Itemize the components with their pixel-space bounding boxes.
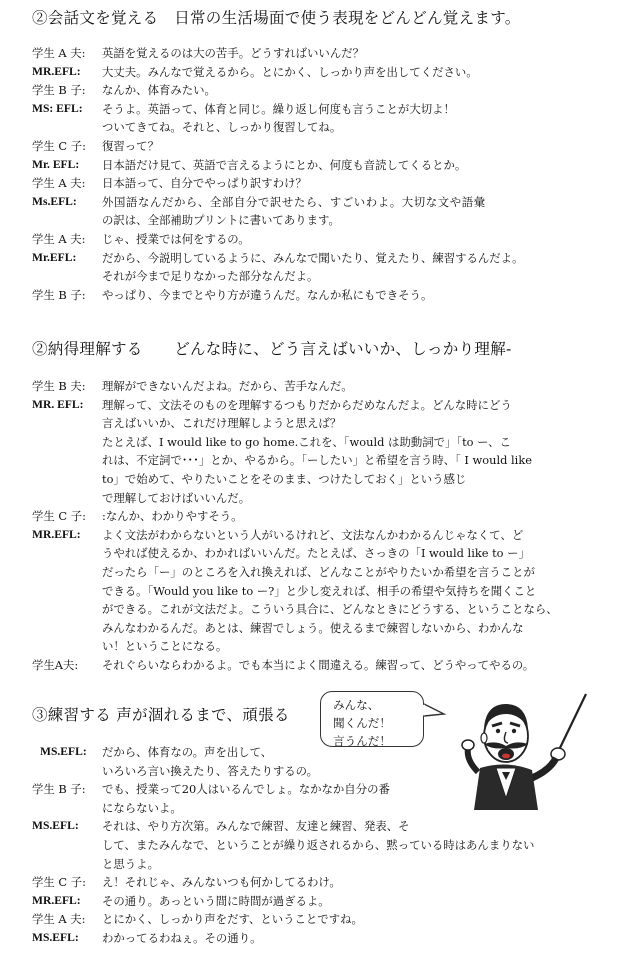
dialogue-line [32,156,523,175]
speaker-label: MR.EFL: [32,527,81,541]
speaker-label: 学生 C 子: [32,509,86,524]
section-1-dialogue [32,44,523,304]
dialogue-text: だから、今説明しているように、みんなで聞いたり、覚えたり、練習するんだよ。 [102,250,524,265]
speaker-label: 学生 B 夫: [32,379,86,393]
speaker-label: 学生 B 子: [32,287,86,302]
dialogue-line [32,637,592,656]
dialogue-text: たとえば、I would like to go home.これを、「would は助動詞で」「to ー、こ [102,434,511,449]
dialogue-text: できる。「Would you like to ー?」と少し変えれば、相手の希望や気持ちを聞くこと [102,583,537,598]
dialogue-text: れは、不定詞で･･･」とか、やるから。「ーしたい」と希望を言う時、「 I would like [102,453,532,468]
speaker-label: 学生 C 子: [32,875,86,890]
speaker-label: 学生A夫: [32,657,79,672]
dialogue-line [32,451,592,470]
dialogue-text: :なんか、わかりやすそう。 [102,509,243,524]
dialogue-line [32,563,592,582]
speaker-label: MS.EFL: [32,819,79,833]
speaker-label: Mr. EFL: [32,157,80,171]
dialogue-line [32,63,523,82]
dialogue-line [32,249,523,268]
dialogue-text: to」で始めて、やりたいことをそのまま、つけたしておく」という感じ [102,471,467,486]
dialogue-text: え！それじゃ、みんないつも何かしてるわけ。 [102,875,341,890]
speaker-label: 学生 B 子: [32,83,86,98]
dialogue-text: だから、体育なの。声を出して、 [102,745,273,759]
dialogue-text: じゃ、授業では何をするの。 [102,231,250,246]
dialogue-line [32,780,572,799]
dialogue-text: それが今まで足りなかった部分なんだよ。 [102,269,319,284]
dialogue-line [32,118,523,137]
dialogue-line [32,656,592,675]
dialogue-line [32,892,572,911]
dialogue-text: 復習って？ [102,138,159,153]
dialogue-line [32,817,572,836]
dialogue-line [32,193,523,212]
speaker-label: MS: EFL: [32,101,83,115]
dialogue-line [40,743,572,762]
dialogue-line [32,44,523,63]
speaker-label: 学生 C 子: [32,138,86,153]
dialogue-line [32,910,572,929]
speaker-label: Ms.EFL: [32,194,77,208]
dialogue-text: みんなわかるんだ。あとは、練習でしょう。使えるまで練習しないから、わかんな [102,620,524,635]
dialogue-text: 理解ができないんだよね。だから、苦手なんだ。 [102,379,353,393]
section-3-dialogue [32,743,572,948]
speaker-label: 学生 A 夫: [32,912,86,927]
dialogue-text: して、またみんなで、ということが繰り返されるから、黙っている時はあんまりない [102,837,535,852]
speaker-label: MS.EFL: [40,745,87,758]
speaker-label: 学生 A 夫: [32,231,86,246]
dialogue-text: 言えばいいか、これだけ理解しようと思えば？ [102,416,342,431]
dialogue-text: それは、やり方次第。みんなで練習、友達と練習、発表、そ [102,819,410,834]
dialogue-text: よく文法がわからないという人がいるけれど、文法なんかわかるんじゃなくて、ど [102,527,524,542]
dialogue-line [32,137,523,156]
dialogue-line [32,836,572,855]
dialogue-text: 大丈夫。みんなで覚えるから。とにかく、しっかり声を出してください。 [102,64,478,79]
dialogue-text: とにかく、しっかり声をだす、ということですね。 [102,912,363,927]
dialogue-line [32,174,523,193]
dialogue-text: うやれば使えるか、わかればいいんだ。たとえば、さっきの「I would like to ー」 [102,546,530,561]
dialogue-line [32,81,523,100]
dialogue-line [32,286,523,305]
speech-bubble-line: 聞くんだ！ [333,716,391,730]
dialogue-text: にならないよ。 [102,800,182,815]
section-3-title: ③練習する 声が涸れるまで、頑張る [32,706,290,724]
speaker-label: MS.EFL: [32,930,79,944]
dialogue-line [32,377,592,396]
dialogue-line [32,211,523,230]
dialogue-text: いろいろ言い換えたり、答えたりするの。 [102,763,318,778]
section-1-title: ②会話文を覚える 日常の生活場面で使う表現をどんどん覚えます。 [32,9,521,27]
section-2-dialogue [32,377,592,675]
section-2-title: ②納得理解する どんな時に、どう言えばいいか、しっかり理解- [32,340,512,358]
dialogue-text: やっぱり、今までとやり方が違うんだ。なんか私にもできそう。 [102,287,433,302]
dialogue-text: い！ということになる。 [102,639,228,654]
dialogue-text: なんか、体育みたい。 [102,83,216,98]
dialogue-line [32,267,523,286]
dialogue-line [32,470,592,489]
speech-bubble-line: みんな、 [333,698,380,712]
dialogue-text: ついてきてね。それと、しっかり復習してね。 [102,120,342,135]
speaker-label: MR.EFL: [32,893,81,907]
dialogue-line [32,619,592,638]
dialogue-line [32,414,592,433]
dialogue-line [32,100,523,119]
dialogue-line [32,396,592,415]
dialogue-text: 英語を覚えるのは大の苦手。どうすればいいんだ？ [102,46,364,60]
dialogue-line [32,507,592,526]
speech-bubble [320,691,424,747]
dialogue-text: だったら「ー」のところを入れ換えれば、どんなことがやりたいか希望を言うことが [102,564,535,579]
speaker-label: MR. EFL: [32,397,84,411]
dialogue-text: でも、授業って20人はいるんでしょ。なかなか自分の番 [102,782,390,797]
dialogue-text: それぐらいならわかるよ。でも本当によく間違える。練習って、どうやってやるの。 [102,657,535,672]
dialogue-line [32,230,523,249]
dialogue-line [32,544,592,563]
dialogue-text: わかってるわねぇ。その通り。 [102,930,262,945]
dialogue-line [32,855,572,874]
dialogue-text: の訳は、全部補助プリントに書いてあります。 [102,213,340,228]
dialogue-line [32,433,592,452]
speech-bubble-line: 言うんだ！ [333,734,391,748]
dialogue-line [32,526,592,545]
speaker-label: 学生 A 夫: [32,46,86,60]
dialogue-text: と思うよ。 [102,856,159,871]
dialogue-line [32,762,572,781]
speaker-label: 学生 B 子: [32,782,86,797]
dialogue-text: ができる。これが文法だよ。こういう具合に、どんなときにどうする、ということなら、 [102,602,558,617]
speaker-label: Mr.EFL: [32,250,77,264]
dialogue-text: 日本語だけ見て、英語で言えるようにとか、何度も音読してくるとか。 [102,157,467,172]
dialogue-text: そうよ。英語って、体育と同じ。繰り返し何度も言うことが大切よ！ [102,101,455,116]
dialogue-line [32,600,592,619]
dialogue-line [32,799,572,818]
dialogue-text: 理解って、文法そのものを理解するつもりだからだめなんだよ。どんな時にどう [102,397,512,412]
dialogue-line [32,582,592,601]
dialogue-text: その通り。あっという間に時間が過ぎるよ。 [102,893,330,908]
speaker-label: MR.EFL: [32,64,81,78]
dialogue-line [32,489,592,508]
dialogue-text: で理解しておけばいいんだ。 [102,490,251,505]
dialogue-text: 日本語って、自分でやっぱり訳すわけ？ [102,176,307,191]
dialogue-text: 外国語なんだから、全部自分で訳せたら、すごいわよ。大切な文や語彙 [102,194,486,209]
dialogue-line [32,873,572,892]
dialogue-line [32,929,572,948]
speaker-label: 学生 A 夫: [32,176,86,191]
